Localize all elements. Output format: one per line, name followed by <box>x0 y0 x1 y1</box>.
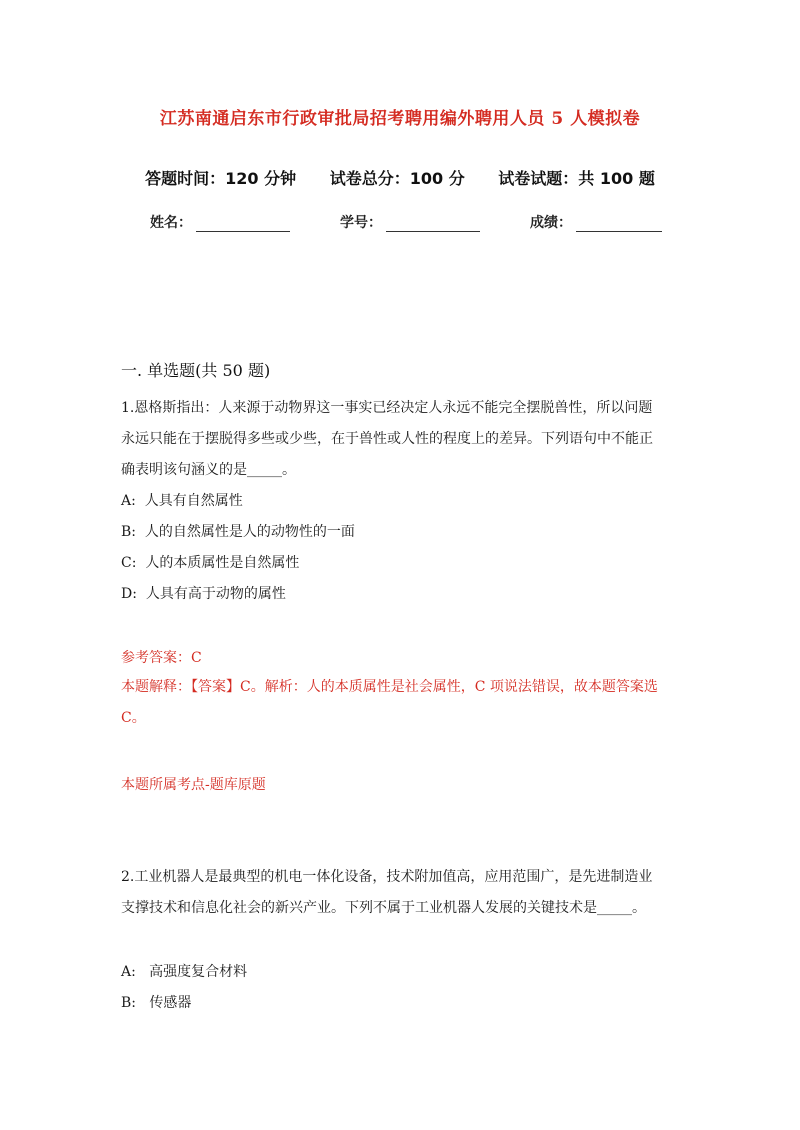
question-2-option-b: B: 传感器 <box>121 995 192 1011</box>
question-1-stem: 1.恩格斯指出：人来源于动物界这一事实已经决定人永远不能完全摆脱兽性，所以问题永远只能在于摆脱得多些或少些，在于兽性或人性的程度上的差异。下列语句中不能正确表明该句涵义的是_____。 <box>121 400 653 478</box>
grade-label: 成绩： <box>530 215 572 231</box>
id-blank <box>386 215 480 232</box>
grade-blank <box>576 215 662 232</box>
id-field <box>340 212 480 232</box>
exam-title: 江苏南通启东市行政审批局招考聘用编外聘用人员 5 人模拟卷 <box>159 109 641 129</box>
exam-total-score: 试卷总分：100 分 <box>329 169 465 188</box>
id-label: 学号： <box>340 215 382 231</box>
question-1-option-a: A: 人具有自然属性 <box>121 493 243 509</box>
name-label: 姓名： <box>150 215 192 231</box>
question-2-stem: 2.工业机器人是最典型的机电一体化设备，技术附加值高，应用范围广，是先进制造业支撑技术和信息化社会的新兴产业。下列不属于工业机器人发展的关键技术是_____。 <box>121 869 653 916</box>
name-blank <box>196 215 290 232</box>
exam-time: 答题时间：120 分钟 <box>145 169 297 188</box>
question-1-answer: 参考答案：C <box>121 650 202 666</box>
question-1-explanation: 本题解释：【答案】C。解析：人的本质属性是社会属性，C 项说法错误，故本题答案选 C。 <box>121 679 658 726</box>
exam-question-count: 试卷试题：共 100 题 <box>498 169 655 188</box>
question-1-source: 本题所属考点-题库原题 <box>121 777 266 793</box>
grade-field <box>530 212 662 232</box>
section-title: 一. 单选题(共 50 题) <box>121 361 271 380</box>
name-field <box>150 212 290 232</box>
question-2-option-a: A: 高强度复合材料 <box>121 964 248 980</box>
question-1-option-c: C: 人的本质属性是自然属性 <box>121 555 300 571</box>
question-1-option-b: B: 人的自然属性是人的动物性的一面 <box>121 524 355 540</box>
question-1-option-d: D: 人具有高于动物的属性 <box>121 586 286 602</box>
exam-meta <box>0 166 800 189</box>
